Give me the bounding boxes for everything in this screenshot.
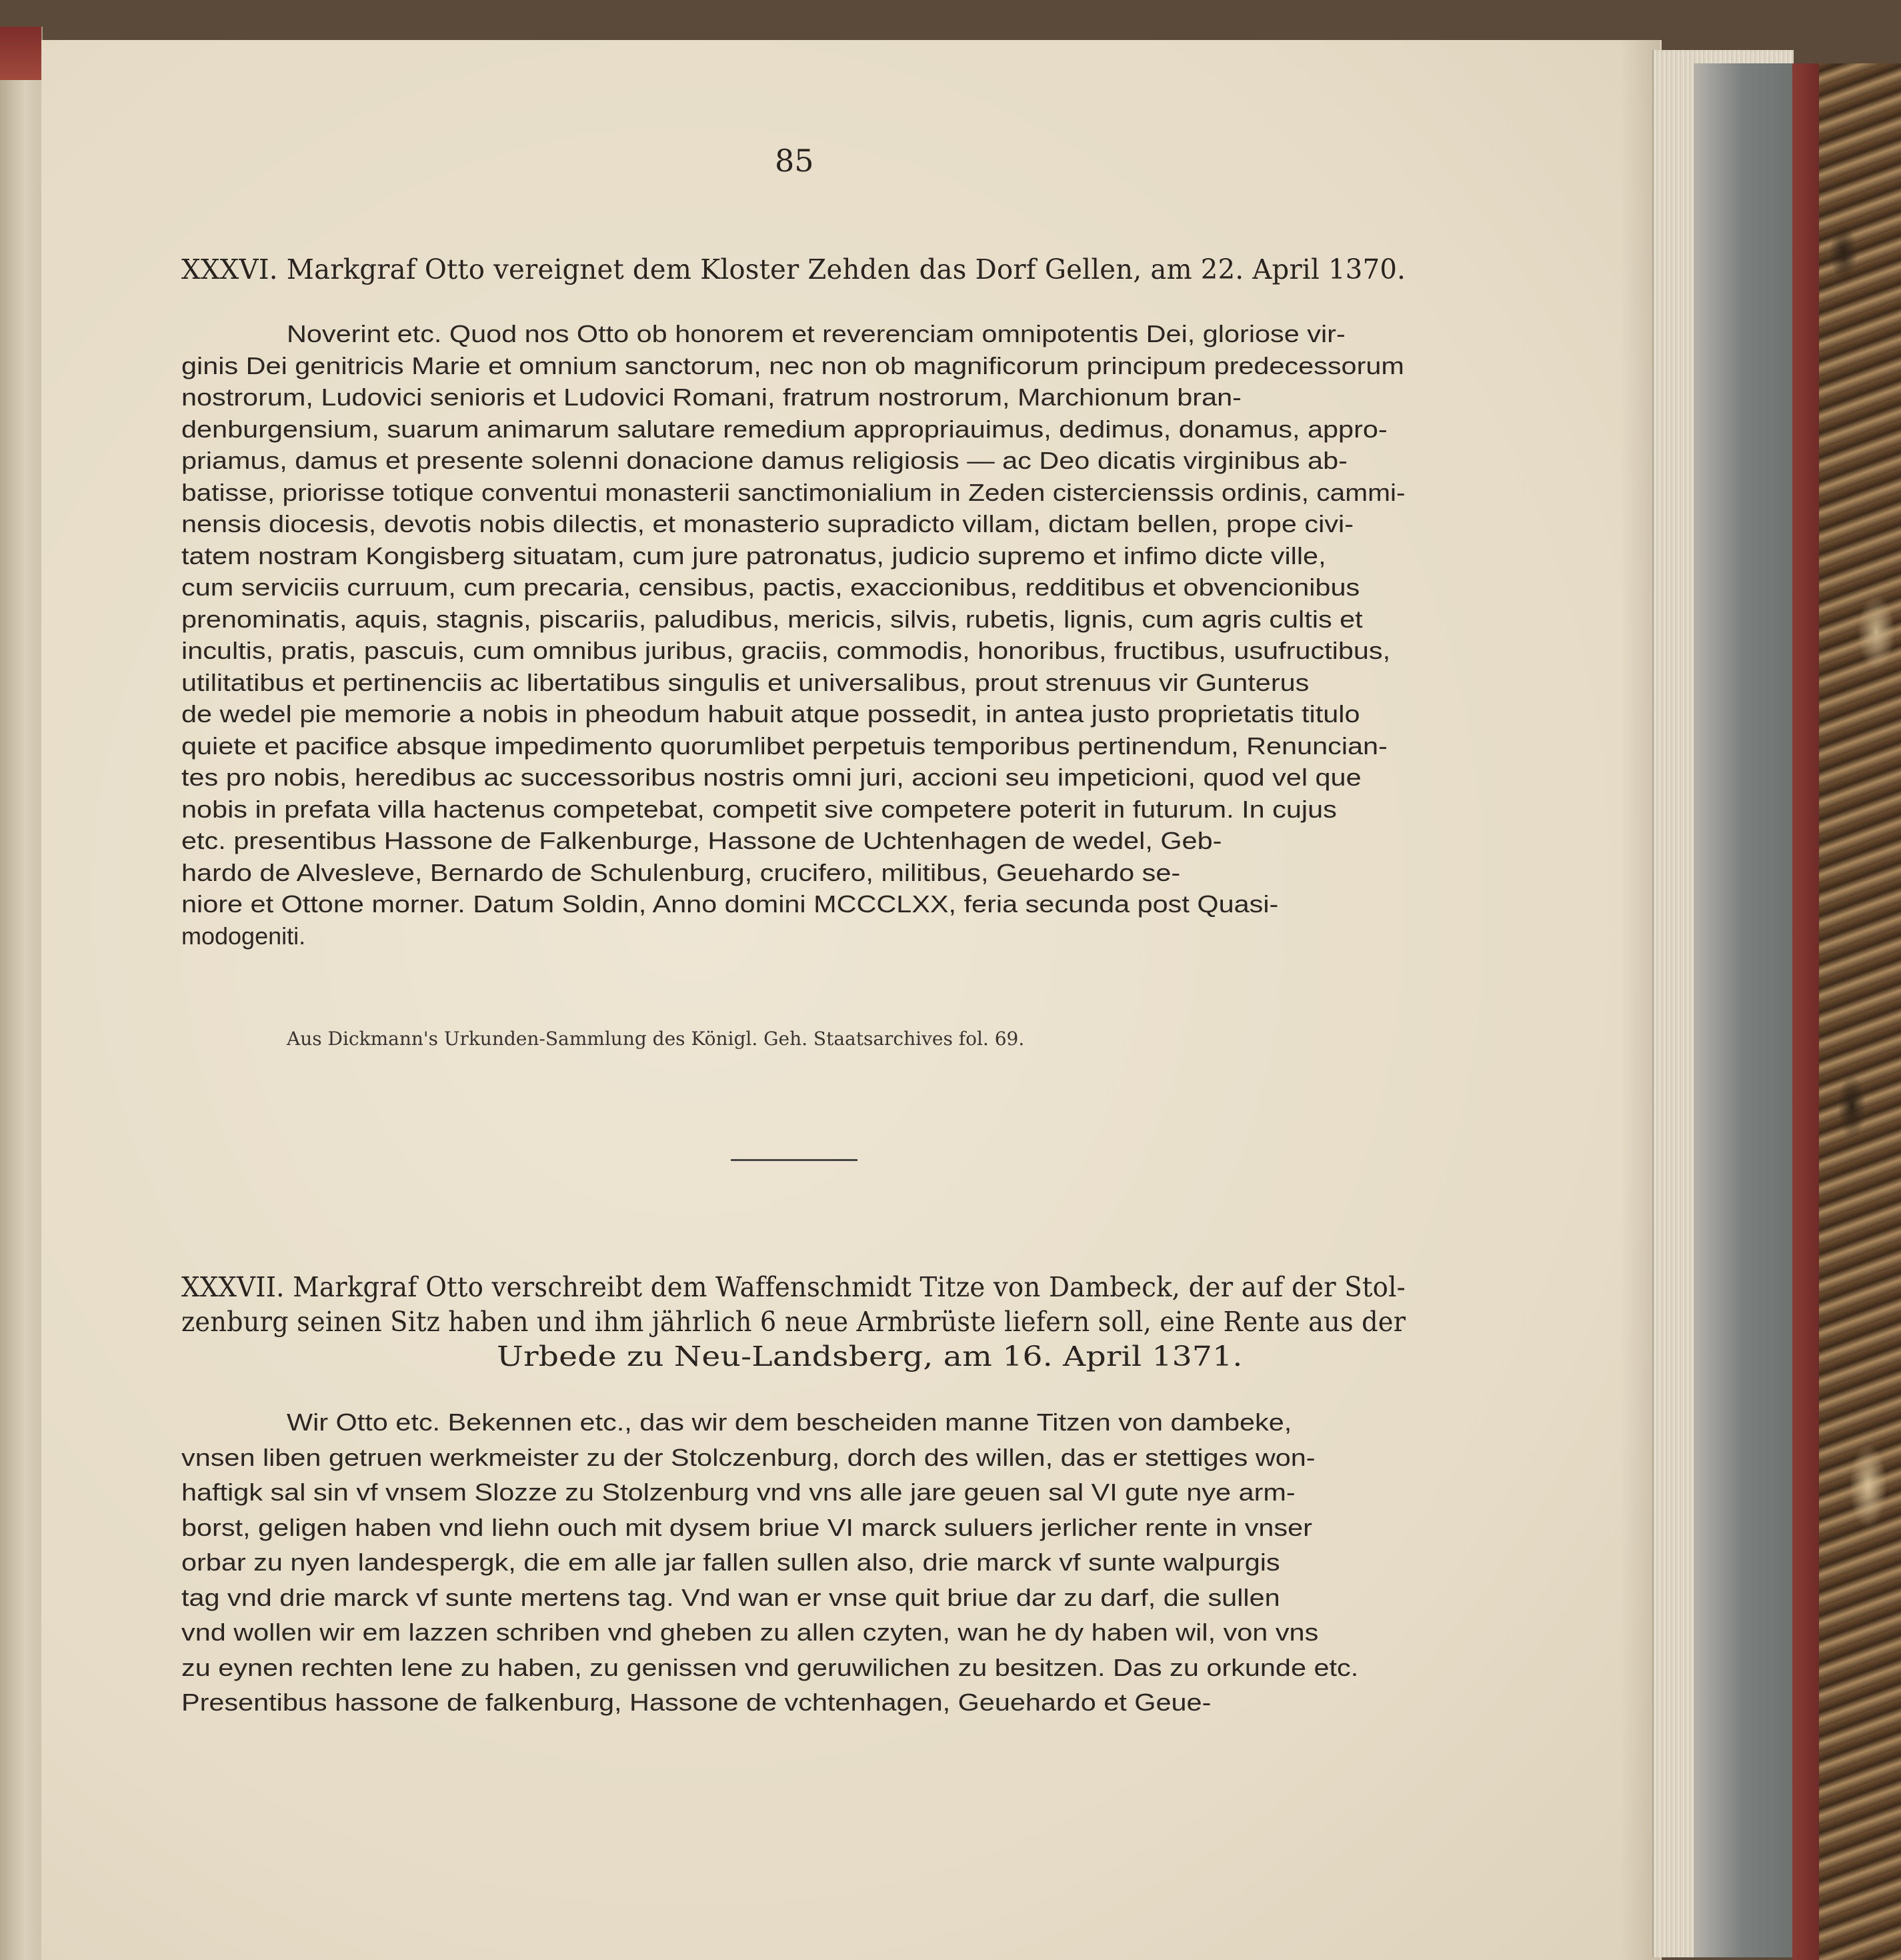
heading-line: Urbede zu Neu-Landsberg, am 16. April 1371. bbox=[497, 1340, 1243, 1372]
text-line: modogeniti. bbox=[181, 922, 306, 950]
text-line: orbar zu nyen landespergk, die em alle jar fallen sullen also, drie marck vf sunte walpurgis bbox=[181, 1549, 1280, 1576]
text-line: hardo de Alvesleve, Bernardo de Schulenburg, crucifero, militibus, Geuehardo se- bbox=[181, 858, 1181, 886]
text-line: batisse, priorisse totique conventui monasterii sanctimonialium in Zeden cistercienssis ordinis, cammi- bbox=[181, 478, 1406, 506]
text-line: vnsen liben getruen werkmeister zu der Stolczenburg, dorch des willen, das er stettiges won- bbox=[181, 1443, 1316, 1471]
document-heading: XXXVI. Markgraf Otto vereignet dem Kloster Zehden das Dorf Gellen, am 22. April 1370. bbox=[181, 253, 1406, 285]
heading-line: XXXVII. Markgraf Otto verschreibt dem Waffenschmidt Titze von Dambeck, der auf der Stol- bbox=[181, 1271, 1406, 1303]
text-line: tes pro nobis, heredibus ac successoribus nostris omni juri, accioni seu impeticioni, quod vel que bbox=[181, 764, 1362, 791]
text-line: incultis, pratis, pascuis, cum omnibus juribus, graciis, commodis, honoribus, fructibus, usufructibus, bbox=[181, 637, 1391, 664]
text-line: quiete et pacifice absque impedimento quorumlibet perpetuis temporibus pertinendum, Renuncian- bbox=[181, 732, 1388, 760]
text-line: haftigk sal sin vf vnsem Slozze zu Stolzenburg vnd vns alle jare geuen sal VI gute nye arm- bbox=[181, 1479, 1296, 1506]
facing-page-edge bbox=[0, 27, 43, 1960]
text-line: priamus, damus et presente solenni donacione damus religiosis — ac Deo dicatis virginibus ab- bbox=[181, 447, 1348, 474]
text-line: nobis in prefata villa hactenus competebat, competit sive competere poterit in futurum. In cujus bbox=[181, 795, 1337, 823]
text-line: denburgensium, suarum animarum salutare remedium appropriauimus, dedimus, donamus, appro- bbox=[181, 415, 1388, 443]
text-line: zu eynen rechten lene zu haben, zu genissen vnd geruwilichen zu besitzen. Das zu orkunde etc. bbox=[181, 1653, 1359, 1681]
page-number: 85 bbox=[775, 143, 814, 179]
text-line: prenominatis, aquis, stagnis, piscariis, paludibus, mericis, silvis, rubetis, lignis, cum agris cultis et bbox=[181, 605, 1363, 633]
text-line: Wir Otto etc. Bekennen etc., das wir dem bescheiden manne Titzen von dambeke, bbox=[287, 1408, 1292, 1436]
text-line: tag vnd drie marck vf sunte mertens tag. Vnd wan er vnse quit briue dar zu darf, die sullen bbox=[181, 1583, 1280, 1611]
marbled-cover bbox=[1819, 63, 1901, 1960]
text-line: cum serviciis curruum, cum precaria, censibus, pactis, exaccionibus, redditibus et obvencionibus bbox=[181, 574, 1360, 601]
binding-edge bbox=[0, 27, 41, 80]
text-line: utilitatibus et pertinenciis ac libertatibus singulis et universalibus, prout strenuus vir Gunterus bbox=[181, 668, 1310, 696]
text-line: Noverint etc. Quod nos Otto ob honorem et reverenciam omnipotentis Dei, gloriose vir- bbox=[287, 320, 1346, 347]
text-line: de wedel pie memorie a nobis in pheodum habuit atque possedit, in antea justo proprietatis titulo bbox=[181, 700, 1360, 728]
text-line: Presentibus hassone de falkenburg, Hassone de vchtenhagen, Geuehardo et Geue- bbox=[181, 1689, 1212, 1716]
text-line: niore et Ottone morner. Datum Soldin, Anno domini MCCCLXX, feria secunda post Quasi- bbox=[181, 890, 1279, 918]
text-line: borst, geligen haben vnd liehn ouch mit dysem briue VI marck suluers jerlicher rente in vnser bbox=[181, 1513, 1312, 1541]
source-note: Aus Dickmann's Urkunden-Sammlung des Königl. Geh. Staatsarchives fol. 69. bbox=[287, 1028, 1025, 1050]
text-line: nostrorum, Ludovici senioris et Ludovici Romani, fratrum nostrorum, Marchionum bran- bbox=[181, 383, 1242, 411]
page-edge-gray bbox=[1694, 63, 1792, 1957]
text-line: etc. presentibus Hassone de Falkenburge, Hassone de Uchtenhagen de wedel, Geb- bbox=[181, 827, 1222, 854]
text-line: nensis diocesis, devotis nobis dilectis, et monasterio supradicto villam, dictam bellen, prope civi- bbox=[181, 510, 1354, 538]
text-line: vnd wollen wir em lazzen schriben vnd gheben zu allen czyten, wan he dy haben wil, von vns bbox=[181, 1619, 1319, 1646]
text-line: tatem nostram Kongisberg situatam, cum jure patronatus, judicio supremo et infimo dicte ville, bbox=[181, 542, 1326, 570]
book-cover-spine bbox=[1792, 63, 1819, 1960]
section-divider bbox=[731, 1159, 857, 1161]
text-line: ginis Dei genitricis Marie et omnium sanctorum, nec non ob magnificorum principum predecessorum bbox=[181, 351, 1404, 379]
heading-line: zenburg seinen Sitz haben und ihm jährlich 6 neue Armbrüste liefern soll, eine Rente aus der bbox=[181, 1306, 1406, 1338]
